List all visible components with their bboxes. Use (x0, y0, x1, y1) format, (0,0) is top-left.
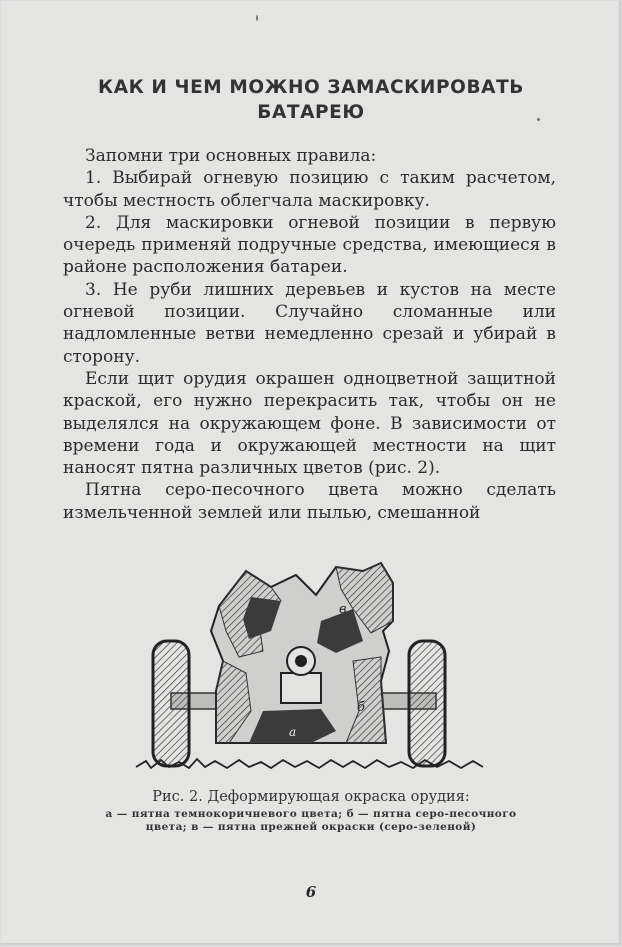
caption-title: Рис. 2. Деформирующая окраска орудия: (152, 789, 470, 805)
body-text (63, 145, 556, 524)
title-line-1: КАК И ЧЕМ МОЖНО ЗАМАСКИРОВАТЬ (98, 77, 524, 98)
gun-drawing (131, 561, 491, 781)
label-b: б (357, 700, 365, 715)
paragraph-rule-3: 3. Не руби лишних деревьев и кустов на месте огневой позиции. Случайно сломанные или надломленные ветви немедленно срезай и убирай в сторону. (63, 279, 556, 367)
gun-mount (281, 673, 321, 703)
page-number: 6 (305, 883, 317, 901)
print-speck (537, 118, 540, 121)
figure-caption (81, 788, 541, 834)
label-v: в (339, 602, 347, 617)
paragraph-shield: Если щит орудия окрашен одноцветной защитной краской, его нужно перекрасить так, чтобы он не выделялся на окружающем фоне. В зависимости от времени года и окружающей местности на щит наносят пятна различных цветов (рис. 2). (63, 368, 556, 479)
caption-legend: а — пятна темнокоричневого цвета; б — пятна серо-песочного цвета; в — пятна прежней окраски (серо-зеленой) (105, 808, 517, 833)
paragraph-intro: Запомни три основных правила: (85, 146, 377, 166)
right-wheel (409, 641, 445, 766)
page-title (61, 75, 561, 125)
title-line-2: БАТАРЕЮ (257, 102, 365, 123)
paragraph-rule-1: 1. Выбирай огневую позицию с таким расчетом, чтобы местность облегчала маскировку. (63, 168, 556, 211)
paragraph-rule-2: 2. Для маскировки огневой позиции в первую очередь применяй подручные средства, имеющиеся в районе расположения батареи. (63, 212, 556, 278)
left-wheel (153, 641, 189, 766)
book-page (1, 1, 621, 945)
paragraph-spots: Пятна серо-песочного цвета можно сделать измельченной землей или пылью, смешанной (63, 480, 556, 523)
print-speck (256, 15, 258, 21)
label-a: а (289, 725, 297, 739)
gun-illustration (131, 561, 491, 781)
barrel-muzzle (295, 655, 307, 667)
